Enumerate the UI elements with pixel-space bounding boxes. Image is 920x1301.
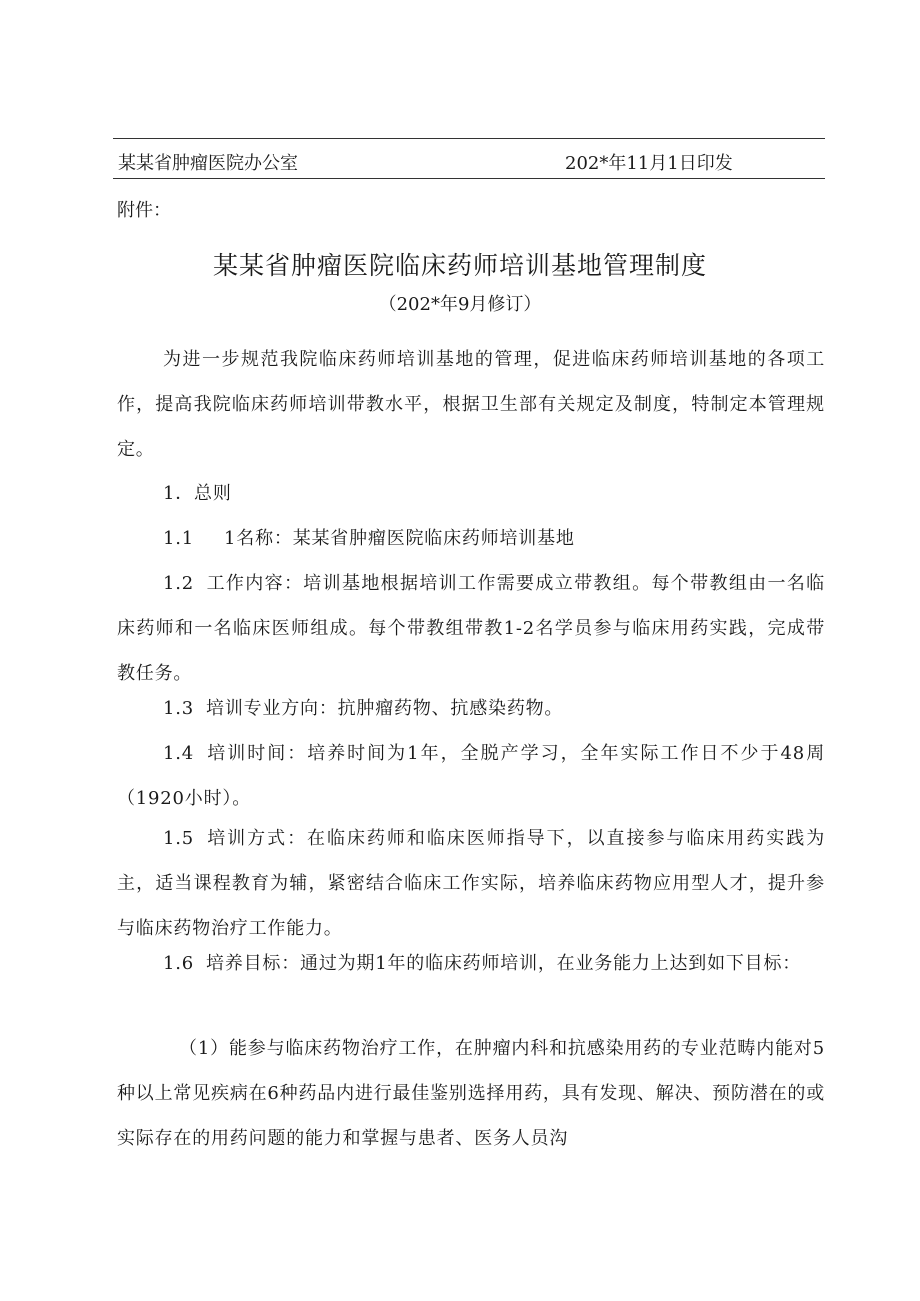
document-subtitle: （202*年9月修订） bbox=[378, 294, 542, 315]
intro-paragraph: 为进一步规范我院临床药师培训基地的管理，促进临床药师培训基地的各项工作，提高我院临床药师培训带教水平，根据卫生部有关规定及制度，特制定本管理规定。 bbox=[117, 349, 825, 460]
item-1-5 bbox=[117, 816, 825, 951]
item-1-2 bbox=[117, 561, 825, 696]
goal-1-paragraph: （1）能参与临床药物治疗工作，在肿瘤内科和抗感染用药的专业范畴内能对5种以上常见疾病在6种药品内进行最佳鉴别选择用药，具有发现、解决、预防潜在的或实际存在的用药问题的能力和掌握与患者、医务人员沟 bbox=[117, 1038, 825, 1149]
document-title: 某某省肿瘤医院临床药师培训基地管理制度 bbox=[212, 251, 707, 280]
issuer-name: 某某省肿瘤医院办公室 bbox=[118, 153, 298, 174]
item-text: 培训时间：培养时间为1年，全脱产学习，全年实际工作日不少于48周（1920小时）。 bbox=[117, 743, 825, 809]
section-heading: 1．总则 bbox=[163, 483, 232, 504]
item-number: 1.5 bbox=[163, 828, 195, 849]
item-number: 1.3 bbox=[163, 698, 195, 719]
item-text: 培训专业方向：抗肿瘤药物、抗感染药物。 bbox=[206, 698, 564, 719]
item-subnumber: 1 bbox=[224, 528, 237, 549]
print-date: 202*年11月1日印发 bbox=[565, 153, 733, 174]
item-1-4 bbox=[117, 731, 825, 821]
item-text: 工作内容：培训基地根据培训工作需要成立带教组。每个带教组由一名临床药师和一名临床医师组成。每个带教组带教1-2名学员参与临床用药实践，完成带教任务。 bbox=[117, 573, 825, 684]
item-number: 1.1 bbox=[163, 528, 195, 549]
attachment-label: 附件： bbox=[117, 200, 171, 221]
item-text: 培训方式：在临床药师和临床医师指导下，以直接参与临床用药实践为主，适当课程教育为辅，紧密结合临床工作实际，培养临床药物应用型人才，提升参与临床药物治疗工作能力。 bbox=[117, 828, 825, 939]
header-rule-top bbox=[113, 138, 825, 139]
item-1-6 bbox=[117, 941, 825, 986]
item-number: 1.4 bbox=[163, 743, 195, 764]
item-number: 1.2 bbox=[163, 573, 195, 594]
item-text: 名称：某某省肿瘤医院临床药师培训基地 bbox=[236, 528, 575, 549]
item-number: 1.6 bbox=[163, 953, 195, 974]
item-1-1 bbox=[117, 516, 825, 561]
item-1-3 bbox=[117, 686, 825, 731]
item-text: 培养目标：通过为期1年的临床药师培训，在业务能力上达到如下目标： bbox=[206, 953, 802, 974]
header-rule-bottom bbox=[113, 178, 825, 179]
